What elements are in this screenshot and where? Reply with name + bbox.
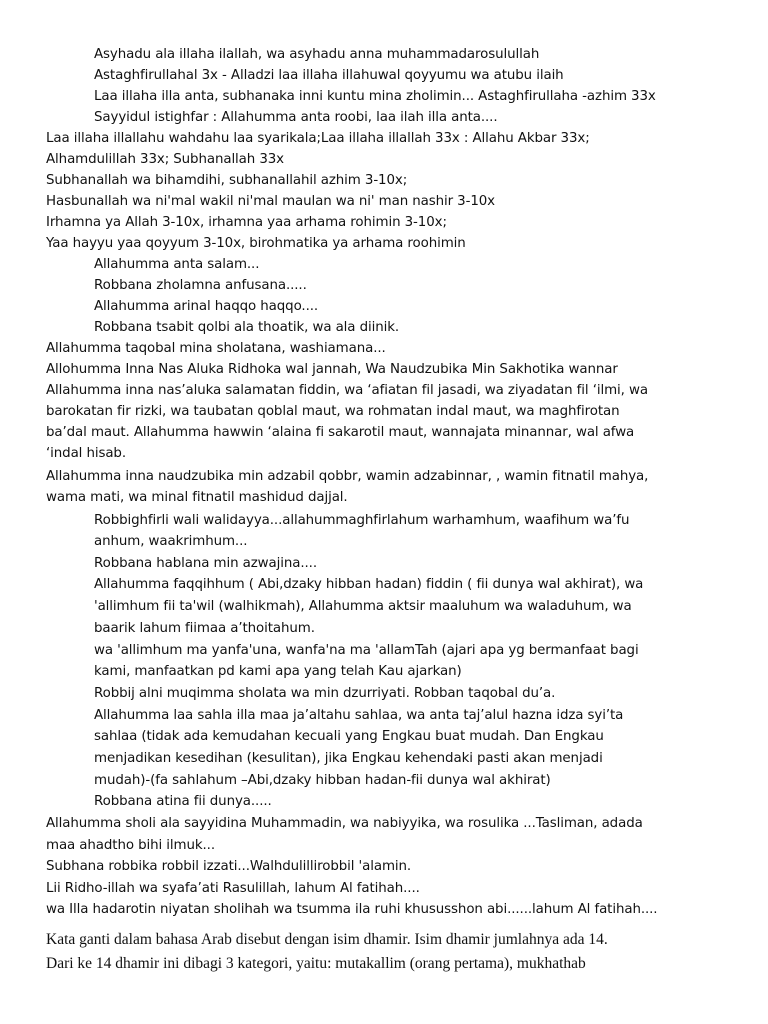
text-line: Laa illaha illa anta, subhanaka inni kuntu mina zholimin... Astaghfirullaha -azhim 33x: [94, 89, 656, 104]
text-line: Allahumma inna nas’aluka salamatan fiddin, wa ‘afiatan fil jasadi, wa ziyadatan fil ‘ilmi, wa: [46, 383, 648, 398]
text-line: mudah)-(fa sahlahum –Abi,dzaky hibban hadan-fii dunya wal akhirat): [94, 773, 551, 788]
text-line: kami, manfaatkan pd kami apa yang telah Kau ajarkan): [94, 664, 462, 679]
text-line: sahlaa (tidak ada kemudahan kecuali yang Engkau buat mudah. Dan Engkau: [94, 729, 604, 744]
text-line: Laa illaha illallahu wahdahu laa syarikala;Laa illaha illallah 33x : Allahu Akbar 33x;: [46, 131, 590, 146]
text-line: Allahumma arinal haqqo haqqo....: [94, 299, 319, 314]
text-line: Allahumma faqqihhum ( Abi,dzaky hibban hadan) fiddin ( fii dunya wal akhirat), wa: [94, 577, 644, 592]
text-line: Lii Ridho-illah wa syafa’ati Rasulillah, lahum Al fatihah....: [46, 881, 420, 896]
text-line: Hasbunallah wa ni'mal wakil ni'mal maulan wa ni' man nashir 3-10x: [46, 194, 495, 209]
text-line: Robbij alni muqimma sholata wa min dzurriyati. Robban taqobal du’a.: [94, 686, 556, 701]
text-line: wama mati, wa minal fitnatil mashidud dajjal.: [46, 490, 348, 505]
text-line: Robbana hablana min azwajina....: [94, 556, 317, 571]
text-line: Irhamna ya Allah 3-10x, irhamna yaa arhama rohimin 3-10x;: [46, 215, 447, 230]
text-line: barokatan fir rizki, wa taubatan qoblal maut, wa rohmatan indal maut, wa maghfirotan: [46, 404, 620, 419]
text-line: ba’dal maut. Allahumma hawwin ‘alaina fi sakarotil maut, wannajata minannar, wal afwa: [46, 425, 635, 440]
text-line: ‘indal hisab.: [46, 446, 126, 461]
text-line: Allahumma anta salam...: [94, 257, 260, 272]
text-line: wa Illa hadarotin niyatan sholihah wa tsumma ila ruhi khususshon abi......lahum Al fatihah....: [46, 902, 658, 917]
text-line: Subhana robbika robbil izzati...Walhdulillirobbil 'alamin.: [46, 859, 412, 874]
text-line: Asyhadu ala illaha ilallah, wa asyhadu anna muhammadarosulullah: [94, 47, 540, 62]
text-line: Alhamdulillah 33x; Subhanallah 33x: [46, 152, 284, 167]
text-line: Robbana tsabit qolbi ala thoatik, wa ala diinik.: [94, 320, 400, 335]
text-line: Allahumma laa sahla illa maa ja’altahu sahlaa, wa anta taj’alul hazna idza syi’ta: [94, 708, 624, 723]
text-line: Robbighfirli wali walidayya...allahummaghfirlahum warhamhum, waafihum wa’fu: [94, 513, 630, 528]
text-line: Allahumma inna naudzubika min adzabil qobbr, wamin adzabinnar, , wamin fitnatil mahya,: [46, 469, 649, 484]
text-line: menjadikan kesedihan (kesulitan), jika Engkau kehendaki pasti akan menjadi: [94, 751, 603, 766]
footer-paragraph-line: Kata ganti dalam bahasa Arab disebut dengan isim dhamir. Isim dhamir jumlahnya ada 14.: [46, 931, 608, 948]
text-line: Allohumma Inna Nas Aluka Ridhoka wal jannah, Wa Naudzubika Min Sakhotika wannar: [46, 362, 618, 377]
text-line: Yaa hayyu yaa qoyyum 3-10x, birohmatika ya arhama roohimin: [46, 236, 466, 251]
text-line: Robbana zholamna anfusana.....: [94, 278, 307, 293]
text-line: Allahumma taqobal mina sholatana, washiamana...: [46, 341, 386, 356]
text-line: Allahumma sholi ala sayyidina Muhammadin, wa nabiyyika, wa rosulika ...Tasliman, adada: [46, 816, 643, 831]
text-line: baarik lahum fiimaa a’thoitahum.: [94, 621, 315, 636]
text-line: Sayyidul istighfar : Allahumma anta roobi, laa ilah illa anta....: [94, 110, 498, 125]
text-line: anhum, waakrimhum...: [94, 534, 248, 549]
text-line: 'allimhum fii ta'wil (walhikmah), Allahumma aktsir maaluhum wa waladuhum, wa: [94, 599, 632, 614]
footer-paragraph-line: Dari ke 14 dhamir ini dibagi 3 kategori, yaitu: mutakallim (orang pertama), mukhathab: [46, 955, 586, 972]
text-line: Astaghfirullahal 3x - Alladzi laa illaha illahuwal qoyyumu wa atubu ilaih: [94, 68, 564, 83]
text-line: maa ahadtho bihi ilmuk...: [46, 838, 215, 853]
text-line: wa 'allimhum ma yanfa'una, wanfa'na ma 'allamTah (ajari apa yg bermanfaat bagi: [94, 643, 639, 658]
text-line: Subhanallah wa bihamdihi, subhanallahil azhim 3-10x;: [46, 173, 408, 188]
text-line: Robbana atina fii dunya.....: [94, 794, 272, 809]
